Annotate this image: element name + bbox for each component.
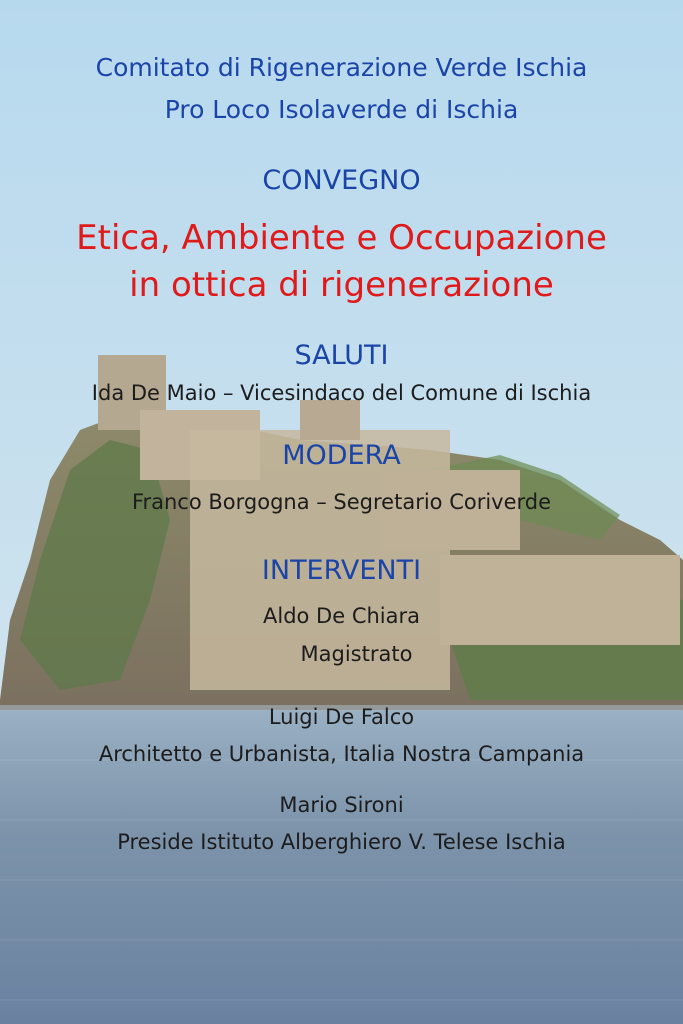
speaker-1-name: Aldo De Chiara	[263, 604, 420, 628]
title-line-1: Etica, Ambiente e Occupazione	[76, 218, 607, 258]
saluti-line: Ida De Maio – Vicesindaco del Comune di Ischia	[91, 381, 592, 405]
modera-line: Franco Borgogna – Segretario Coriverde	[131, 490, 552, 514]
event-type: CONVEGNO	[262, 165, 421, 196]
title-line-2: in ottica di rigenerazione	[129, 265, 554, 305]
organizer-2: Pro Loco Isolaverde di Ischia	[164, 95, 519, 124]
saluti-heading: SALUTI	[294, 340, 389, 371]
speaker-3-name: Mario Sironi	[279, 793, 404, 817]
interventi-heading: INTERVENTI	[261, 555, 422, 586]
organizer-1: Comitato di Rigenerazione Verde Ischia	[95, 53, 588, 82]
speaker-3-role: Preside Istituto Alberghiero V. Telese Ischia	[117, 830, 566, 854]
speaker-2-role: Architetto e Urbanista, Italia Nostra Campania	[98, 742, 585, 766]
modera-heading: MODERA	[282, 440, 401, 471]
speaker-2-name: Luigi De Falco	[268, 705, 415, 729]
speaker-1-role: Magistrato	[300, 642, 413, 666]
